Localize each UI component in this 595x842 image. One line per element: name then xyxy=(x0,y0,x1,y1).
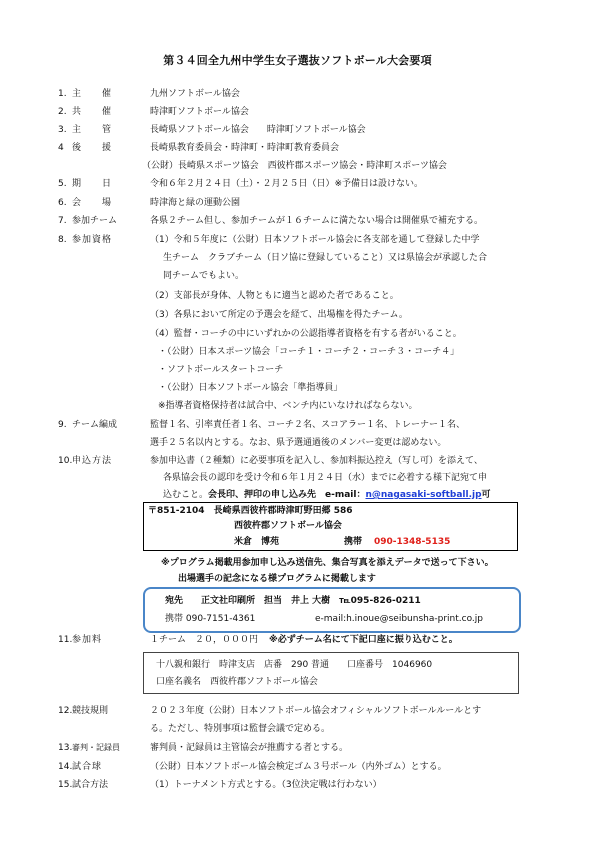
item-label: 主 催 xyxy=(72,89,113,99)
application-email-suffix: 可 xyxy=(481,490,491,500)
rules-line: ２０２３年度（公財）日本ソフトボール協会オフィシャルソフトボールルールとす xyxy=(150,706,482,716)
item-number: 9. xyxy=(58,420,67,430)
mobile-label: 携帯 xyxy=(344,537,363,547)
item-value: 審判員・記録員は主管協会が推薦する者とする。 xyxy=(150,743,349,753)
program-contact-line: 宛先 正文社印刷所 担当 井上 大樹 ℡095-826-0211 xyxy=(165,596,421,606)
eligibility-line: （4）監督・コーチの中にいずれかの公認指導者資格を有する者がいること。 xyxy=(150,329,462,339)
team-composition-line: 選手２５名以内とする。なお、県予選通過後のメンバー変更は認めない。 xyxy=(150,438,447,448)
item-label: 共 催 xyxy=(72,107,113,117)
eligibility-line: 同チームでもよい。 xyxy=(163,271,245,281)
eligibility-line: ・ソフトボールスタートコーチ xyxy=(158,365,284,375)
item-label: 主 管 xyxy=(72,125,113,135)
item-value: 令和６年２月２４日（土）・２月２５日（日）※予備日は設けない。 xyxy=(150,179,424,189)
item-label: 会 場 xyxy=(72,198,113,208)
item-label: 後 援 xyxy=(72,143,113,153)
eligibility-line: （1）令和５年度に（公財）日本ソフトボール協会に各支部を通して登録した中学 xyxy=(150,235,480,245)
program-contact-box xyxy=(143,587,521,633)
application-line-text: 込むこと。 xyxy=(163,490,209,500)
application-address-box xyxy=(143,502,518,551)
item-label: 期 日 xyxy=(72,179,113,189)
item-number: 10. xyxy=(58,456,73,466)
item-number: 11. xyxy=(58,635,73,645)
program-note: 出場選手の記念になる様プログラムに掲載します xyxy=(178,574,376,584)
rules-line: る。ただし、特別事項は監督会議で定める。 xyxy=(150,724,331,734)
eligibility-line: ※指導者資格保持者は試合中、ベンチ内にいなければならない。 xyxy=(158,401,418,411)
application-email-link[interactable]: n@nagasaki-softball.jp xyxy=(365,490,482,500)
item-label: 参加チーム xyxy=(72,216,118,226)
application-line: 参加申込書（２種類）に必要事項を記入し、参加料振込控え（写し可）を添えて、 xyxy=(150,456,483,466)
item-value: 各県２チーム但し、参加チームが１６チームに満たない場合は開催県で補充する。 xyxy=(150,216,484,226)
item-number: 4 xyxy=(58,143,64,153)
item-number: 5. xyxy=(58,179,67,189)
item-value: 長崎県ソフトボール協会 時津町ソフトボール協会 xyxy=(150,125,366,135)
program-contact-email[interactable]: e-mail:h.inoue@seibunsha-print.co.jp xyxy=(315,614,483,624)
item-support-line2: （公財）長崎県スポーツ協会 西彼杵郡スポーツ協会・時津町スポーツ協会 xyxy=(142,161,447,171)
item-value: 時津海と緑の運動公園 xyxy=(150,198,241,208)
item-number: 15. xyxy=(58,780,73,790)
fee-note: ※必ずチーム名にて下記口座に振り込むこと。 xyxy=(269,635,458,645)
item-label: 申込方法 xyxy=(72,456,113,466)
item-label: 参加料 xyxy=(72,635,103,645)
item-number: 2. xyxy=(58,107,67,117)
item-number: 7. xyxy=(58,216,67,226)
item-label: 試合球 xyxy=(72,762,103,772)
item-number: 1. xyxy=(58,89,67,99)
document-title: 第３４回全九州中学生女子選抜ソフトボール大会要項 xyxy=(163,54,432,67)
eligibility-line: ・（公財）日本スポーツ協会「コーチ１・コーチ２・コーチ３・コーチ４」 xyxy=(158,347,460,357)
item-value: 九州ソフトボール協会 xyxy=(150,89,240,99)
eligibility-line: 生チーム クラブチーム（日ソ協に登録していること）又は県協会が承認した合 xyxy=(163,253,488,263)
item-value: 長崎県教育委員会・時津町・時津町教育委員会 xyxy=(150,143,340,153)
item-number: 13. xyxy=(58,743,73,753)
bank-account-holder: 口座名義名 西彼杵郡ソフトボール協会 xyxy=(156,677,318,687)
item-number: 3. xyxy=(58,125,67,135)
eligibility-line: ・（公財）日本ソフトボール協会「準指導員」 xyxy=(158,383,343,393)
bank-account-box xyxy=(143,652,519,694)
eligibility-line: （2）支部長が身体、人物ともに適当と認めた者であること。 xyxy=(150,291,399,301)
item-number: 14. xyxy=(58,762,73,772)
item-number: 12. xyxy=(58,706,73,716)
bank-account-line: 十八親和銀行 時津支店 店番 290 普通 口座番号 1046960 xyxy=(156,660,433,670)
program-note: ※プログラム掲載用参加申し込み送信先、集合写真を添えデータで送って下さい。 xyxy=(161,558,494,568)
item-value: （公財）日本ソフトボール協会検定ゴム３号ボール（内外ゴム）とする。 xyxy=(150,762,447,772)
contact-person: 米倉 博苑 xyxy=(234,537,280,547)
item-number: 6. xyxy=(58,198,67,208)
application-line: 各県協会長の認印を受け令和６年１月２４日（水）までに必着する様下記宛て申 xyxy=(163,473,488,483)
mobile-number: 090-1348-5135 xyxy=(374,537,451,547)
application-email-label: 会長印、押印の申し込み先 e-mail： xyxy=(208,490,366,500)
eligibility-line: （3）各県において所定の予選会を経て、出場権を得たチーム。 xyxy=(150,310,408,320)
association-name: 西彼杵郡ソフトボール協会 xyxy=(234,521,342,531)
fee-amount: １チーム ２０，０００円 xyxy=(150,635,259,645)
item-number: 8. xyxy=(58,235,67,245)
item-value: （1）トーナメント方式とする。（3位決定戦は行わない） xyxy=(150,780,382,790)
team-composition-line: 監督１名、引率責任者１名、コーチ２名、スコアラー１名、トレーナー１名、 xyxy=(150,420,466,430)
item-label: 審判・記録員 xyxy=(72,743,120,752)
item-label: 参加資格 xyxy=(72,235,113,245)
program-contact-phone: 携帯 090-7151-4361 xyxy=(165,614,256,624)
address-line: 〒851-2104 長崎県西彼杵郡時津町野田郷 586 xyxy=(148,506,353,516)
application-line xyxy=(163,489,491,501)
item-label: 競技規則 xyxy=(72,706,109,716)
item-label: 試合方法 xyxy=(72,780,109,790)
item-value: 時津町ソフトボール協会 xyxy=(150,107,249,117)
item-label: チーム編成 xyxy=(72,420,118,430)
